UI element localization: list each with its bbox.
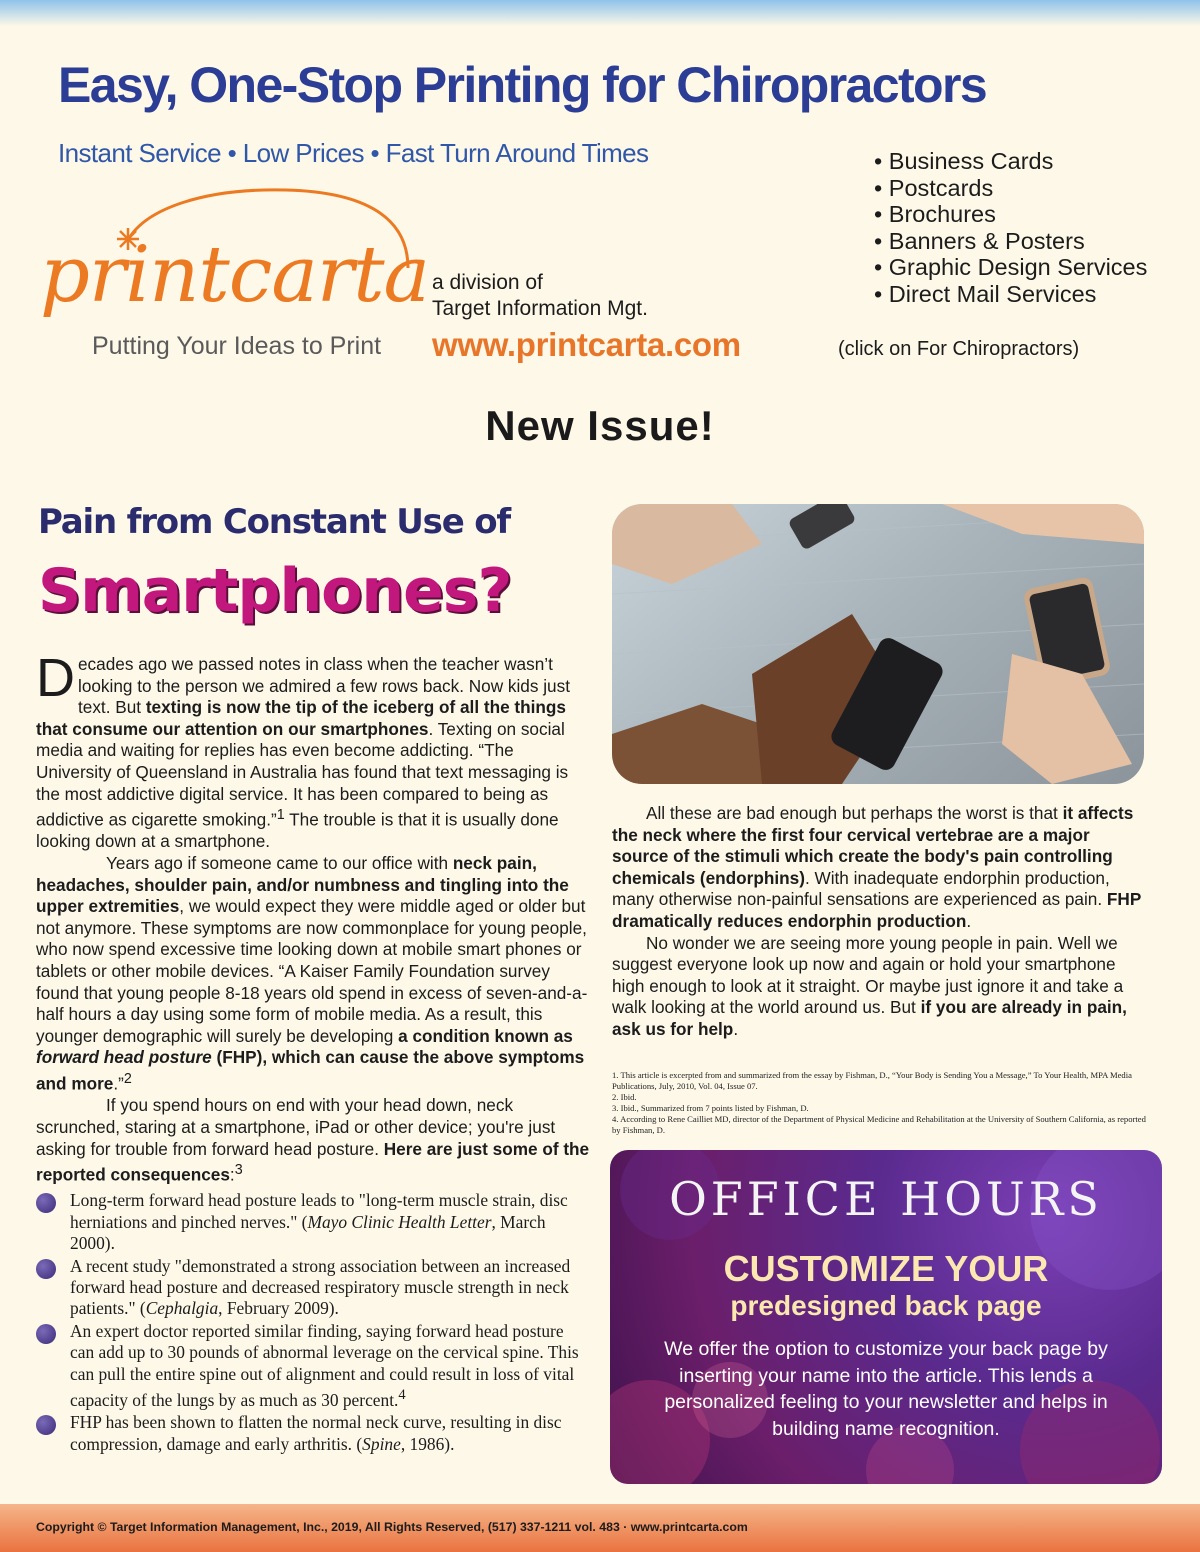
text-run: An expert doctor reported similar finding, saying forward head posture can add up to 30 pounds of abnormal leverage on the cervical spine. This can pull the entire spine out of alignment and could result in loss of vital capacity of the lungs by as much as 30 percent. — [70, 1320, 579, 1410]
division-note — [432, 270, 648, 322]
office-hours-title: OFFICE HOURS — [669, 1172, 1103, 1226]
footnote-ref: 2 — [123, 1071, 132, 1088]
new-issue-banner: New Issue! — [485, 402, 715, 449]
footnote-ref: 1 — [276, 807, 285, 824]
text-run: No wonder we are seeing more young people in pain. Well we suggest everyone look up now and again or hold your smartphone high enough to look at it straight. Or maybe just ignore it and take a walk looking at the world around us. But — [612, 932, 1124, 1018]
tagline: Instant Service • Low Prices • Fast Turn Around Times — [58, 138, 649, 168]
text-run: , March 2000). — [70, 1211, 546, 1254]
office-hours-box — [610, 1150, 1162, 1484]
bold-italic-text: forward head posture — [36, 1047, 212, 1068]
logo-tagline: Putting Your Ideas to Print — [92, 332, 382, 360]
text-run: : — [229, 1164, 235, 1185]
service-item: • Postcards — [874, 175, 1147, 202]
article-right-column — [612, 803, 1150, 1041]
bold-text: FHP dramatically reduces endorphin production — [612, 889, 1141, 931]
logo-wordmark: printcarta — [40, 230, 430, 320]
article-paragraph — [612, 933, 1150, 1041]
footnote-ref: 4 — [398, 1387, 406, 1404]
article-paragraph — [612, 803, 1150, 933]
text-run: If you spend hours on end with your head down, neck scrunched, staring at a smartphone, iPad or other device; you're just asking for trouble from forward head posture. — [36, 1095, 556, 1159]
bold-text: a condition known as — [398, 1025, 573, 1046]
text-run: ecades ago we passed notes in class when the teacher wasn’t looking to the person we admired a few rows back. Now kids just text. But — [78, 654, 570, 718]
list-item — [36, 1321, 592, 1411]
footnote: 2. Ibid. — [612, 1092, 637, 1102]
service-item: • Graphic Design Services — [874, 254, 1147, 281]
text-run: , February 2009). — [218, 1298, 339, 1319]
text-run: . Texting on social media and waiting for replies has even become addicting. “The University of Queensland in Australia has found that text messaging is the most addictive digital service. It has been compared to being as addictive as cigarette smoking.” — [36, 718, 569, 830]
text-run: , we would expect they were middle aged or older but not anymore. These symptoms are now commonplace for young people, who now spend excessive time looking down at mobile smart phones or tablets or other mobile devices. “A Kaiser Family Foundation survey found that young people 8-18 years old spend in excess of seven-and-a-half hours a day using some form of mobile media. As a result, this younger demographic will surely be developing — [36, 896, 588, 1046]
article-left-column — [36, 648, 592, 1456]
text-run: Long-term forward head posture leads to "long-term muscle strain, disc herniations and pinched nerves." ( — [70, 1190, 568, 1232]
text-run: FHP has been shown to flatten the normal neck curve, resulting in disc compression, damage and early arthritis. ( — [70, 1412, 562, 1454]
text-run: Years ago if someone came to our office with — [106, 853, 453, 874]
text-run: . — [733, 1018, 739, 1039]
smartphone-hands-photo — [612, 504, 1144, 784]
italic-text: Spine — [362, 1433, 401, 1454]
printcarta-logo[interactable] — [36, 188, 430, 368]
service-item: • Direct Mail Services — [874, 281, 1147, 308]
article-paragraph — [36, 648, 592, 853]
footer-text: Copyright © Target Information Management, Inc., 2019, All Rights Reserved, (517) 337-1211 vol. 483 · www.printcarta.com — [36, 1520, 748, 1534]
bold-text: it affects the neck where the first four cervical vertebrae are a major source of the stimuli which create the body's pain controlling chemicals (endorphins) — [612, 803, 1134, 888]
bold-text: (FHP), which can cause the above symptoms and more — [36, 1047, 585, 1094]
footnote: 1. This article is excerpted from and summarized from the essay by Fishman, D., “Your Body is Sending You a Message,” To Your Health, MPA Media Publications, July, 2010, Vol. 04, Issue 07. — [612, 1070, 1132, 1091]
bullet-dot-icon — [36, 1259, 56, 1279]
drop-cap: D — [36, 648, 75, 708]
page-headline: Easy, One-Stop Printing for Chiropractors — [58, 57, 987, 113]
footnote: 3. Ibid., Summarized from 7 points listed by Fishman, D. — [612, 1103, 809, 1113]
text-run: , 1986). — [400, 1433, 455, 1454]
article-paragraph — [36, 853, 592, 1095]
bullet-dot-icon — [36, 1415, 56, 1435]
text-run: All these are bad enough but perhaps the worst is that — [646, 803, 1063, 823]
text-run: A recent study "demonstrated a strong association between an increased forward head posture and decreased respiratory muscle strength in neck patients." ( — [70, 1255, 571, 1319]
text-run: . — [966, 910, 972, 931]
division-line: a division of — [432, 271, 543, 294]
italic-text: Cephalgia — [145, 1298, 219, 1319]
service-item: • Banners & Posters — [874, 228, 1147, 255]
service-item: • Business Cards — [874, 148, 1147, 175]
service-item: • Brochures — [874, 201, 1147, 228]
photo-illustration — [612, 504, 1144, 784]
bullet-dot-icon — [36, 1193, 56, 1213]
article-title-line1: Pain from Constant Use of — [38, 502, 510, 542]
bullet-dot-icon — [36, 1324, 56, 1344]
article-title-line2: Smartphones? — [38, 556, 512, 626]
footnote: 4. According to Rene Cailliet MD, director of the Department of Physical Medicine and Rehabilitation at the University of Southern California, as reported by Fishman, D. — [612, 1114, 1146, 1135]
website-link[interactable]: www.printcarta.com — [432, 326, 741, 363]
bold-text: neck pain, headaches, shoulder pain, and/or numbness and tingling into the upper extremities — [36, 853, 569, 917]
division-line: Target Information Mgt. — [432, 297, 648, 320]
top-gradient-strip — [0, 0, 1200, 26]
footnotes — [612, 1070, 1152, 1136]
bold-text: if you are already in pain, ask us for help — [612, 997, 1127, 1039]
text-run: The trouble is that it is usually done looking down at a smartphone. — [36, 809, 559, 852]
italic-text: Mayo Clinic Health Letter — [307, 1211, 492, 1232]
list-item — [36, 1412, 592, 1455]
consequences-list — [36, 1190, 592, 1455]
services-list — [874, 148, 1147, 307]
list-item — [36, 1256, 592, 1320]
text-run: . With inadequate endorphin production, many otherwise non-painful sensations are experienced as pain. — [612, 867, 1110, 910]
text-run: .” — [113, 1073, 124, 1094]
office-subheading: predesigned back page — [730, 1290, 1042, 1321]
list-item — [36, 1190, 592, 1254]
bold-text: Here are just some of the reported consequences — [36, 1138, 590, 1185]
office-heading: CUSTOMIZE YOUR — [723, 1248, 1049, 1289]
footnote-ref: 3 — [234, 1162, 243, 1179]
office-body-text: We offer the option to customize your back page by inserting your name into the article. This lends a personalized feeling to your newsletter and helps in building name recognition. — [664, 1338, 1108, 1440]
page-footer — [0, 1504, 1200, 1552]
article-paragraph — [36, 1095, 592, 1186]
website-note: (click on For Chiropractors) — [838, 338, 1080, 360]
bold-text: texting is now the tip of the iceberg of all the things that consume our attention on our smartphones — [36, 697, 566, 739]
